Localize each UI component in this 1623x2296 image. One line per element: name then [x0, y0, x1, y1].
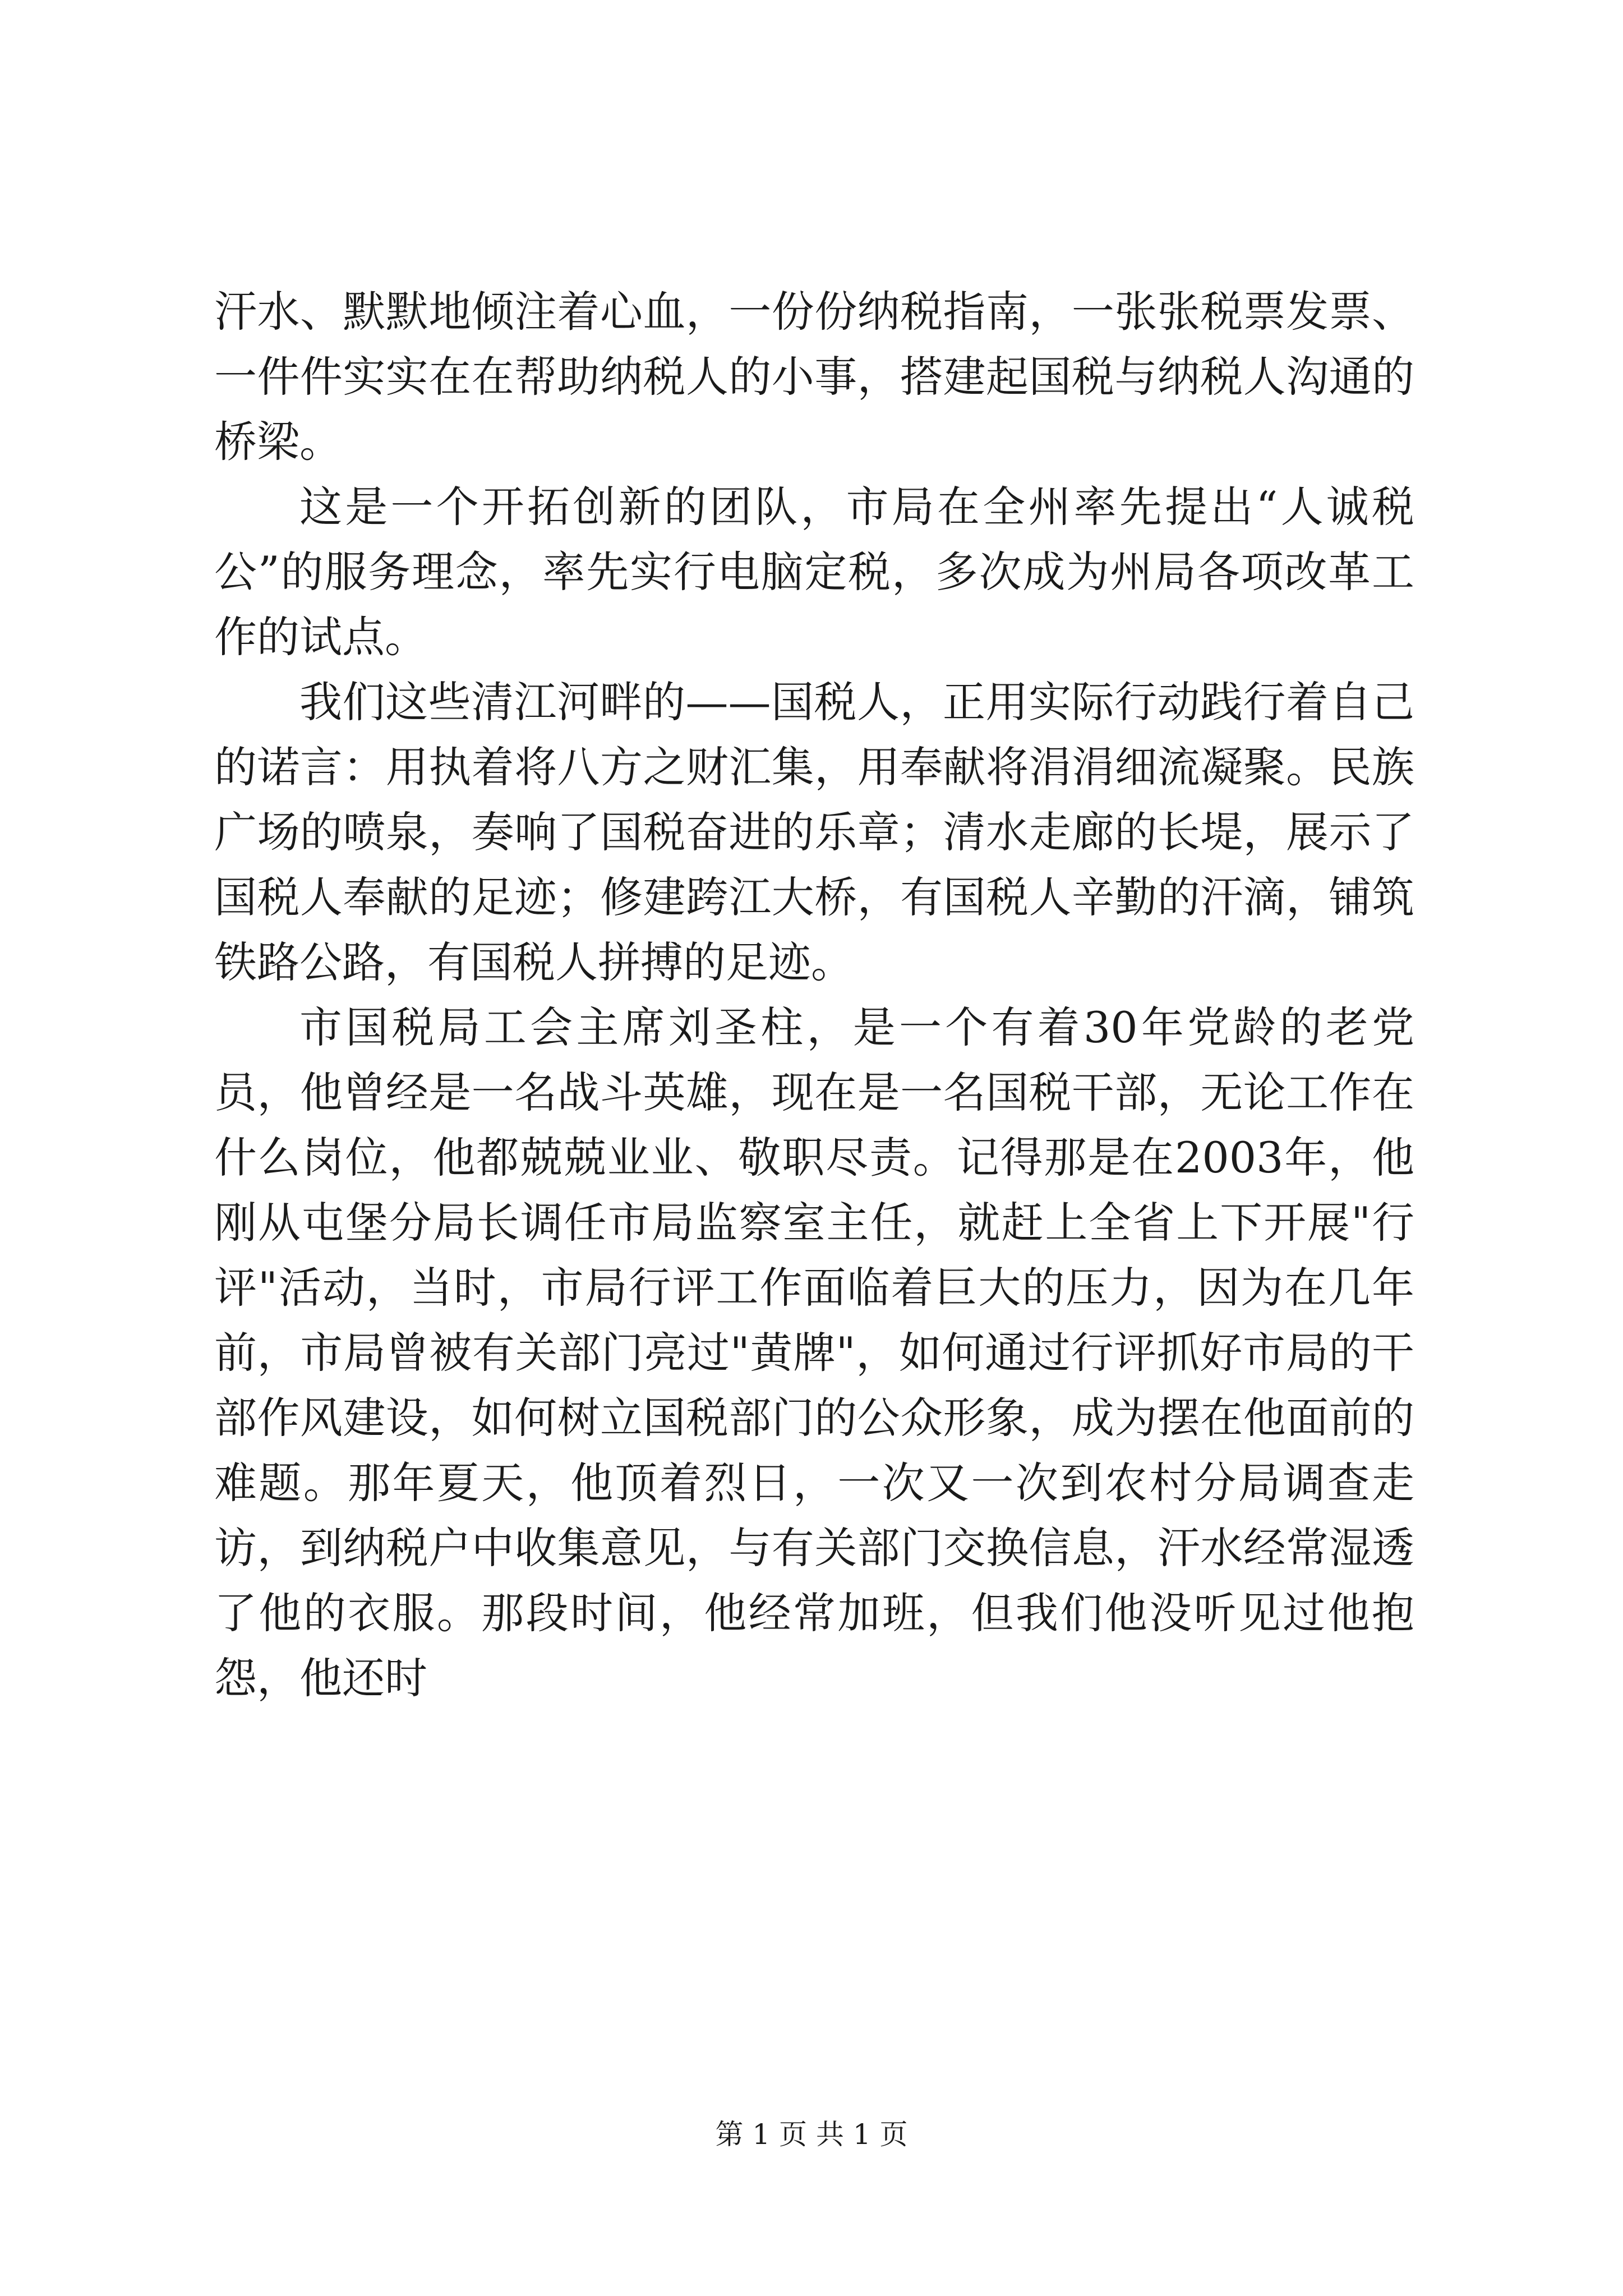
- paragraph-3: 我们这些清江河畔的——国税人，正用实际行动践行着自己的诺言：用执着将八方之财汇集，用奉献将涓涓细流凝聚。民族广场的喷泉，奏响了国税奋进的乐章；清水走廊的长堤，展示了国税人奉献的足迹；修建跨江大桥，有国税人辛勤的汗滴，铺筑铁路公路，有国税人拼搏的足迹。: [214, 677, 1414, 987]
- paragraph-1: 汗水、默默地倾注着心血，一份份纳税指南，一张张税票发票、一件件实实在在帮助纳税人的小事，搭建起国税与纳税人沟通的桥梁。: [214, 287, 1414, 467]
- paragraph-2: 这是一个开拓创新的团队，市局在全州率先提出“人诚税公”的服务理念，率先实行电脑定税，多次成为州局各项改革工作的试点。: [214, 482, 1414, 662]
- document-body: [214, 279, 1414, 1711]
- paragraph-4: 市国税局工会主席刘圣柱，是一个有着30年党龄的老党员，他曾经是一名战斗英雄，现在是一名国税干部，无论工作在什么岗位，他都兢兢业业、敬职尽责。记得那是在2003年，他刚从屯堡分局长调任市局监察室主任，就赶上全省上下开展"行评"活动，当时，市局行评工作面临着巨大的压力，因为在几年前，市局曾被有关部门亮过"黄牌"，如何通过行评抓好市局的干部作风建设，如何树立国税部门的公众形象，成为摆在他面前的难题。那年夏天，他顶着烈日，一次又一次到农村分局调查走访，到纳税户中收集意见，与有关部门交换信息，汗水经常湿透了他的衣服。那段时间，他经常加班，但我们他没听见过他抱怨，他还时: [214, 1002, 1414, 1703]
- page-footer: 第 1 页 共 1 页: [715, 2118, 908, 2151]
